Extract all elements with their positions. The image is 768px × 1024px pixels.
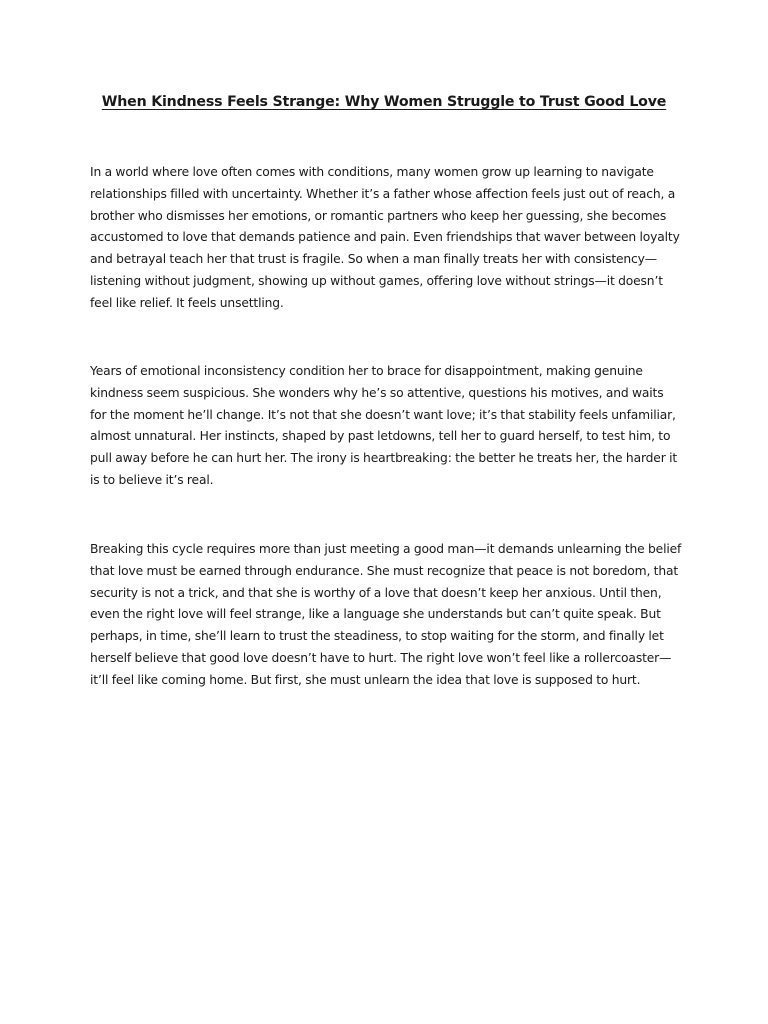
body-paragraph-2: Years of emotional inconsistency condition her to brace for disappointment, making genuine kindness seem suspicious. She wonders why he’s so attentive, questions his motives, and waits for the moment he’ll change. It’s not that she doesn’t want love; it’s that stability feels unfamiliar, almost unnatural. Her instincts, shaped by past letdowns, tell her to guard herself, to test him, to pull away before he can hurt her. The irony is heartbreaking: the better he treats her, the harder it is to believe it’s real. bbox=[90, 364, 678, 487]
body-paragraph-1: In a world where love often comes with conditions, many women grow up learning to navigate relationships filled with uncertainty. Whether it’s a father whose affection feels just out of reach, a brother who dismisses her emotions, or romantic partners who keep her guessing, she becomes accustomed to love that demands patience and pain. Even friendships that waver between loyalty and betrayal teach her that trust is fragile. So when a man finally treats her with consistency—listening without judgment, showing up without games, offering love without strings—it doesn’t feel like relief. It feels unsettling. bbox=[90, 165, 680, 310]
document-title: When Kindness Feels Strange: Why Women Struggle to Trust Good Love bbox=[101, 94, 667, 110]
body-paragraph-3: Breaking this cycle requires more than just meeting a good man—it demands unlearning the belief that love must be earned through endurance. She must recognize that peace is not boredom, that security is not a trick, and that she is worthy of a love that doesn’t keep her anxious. Until then, even the right love will feel strange, like a language she understands but can’t quite speak. But perhaps, in time, she’ll learn to trust the steadiness, to stop waiting for the storm, and finally let herself believe that good love doesn’t have to hurt. The right love won’t feel like a rollercoaster—it’ll feel like coming home. But first, she must unlearn the idea that love is supposed to hurt. bbox=[90, 542, 682, 687]
